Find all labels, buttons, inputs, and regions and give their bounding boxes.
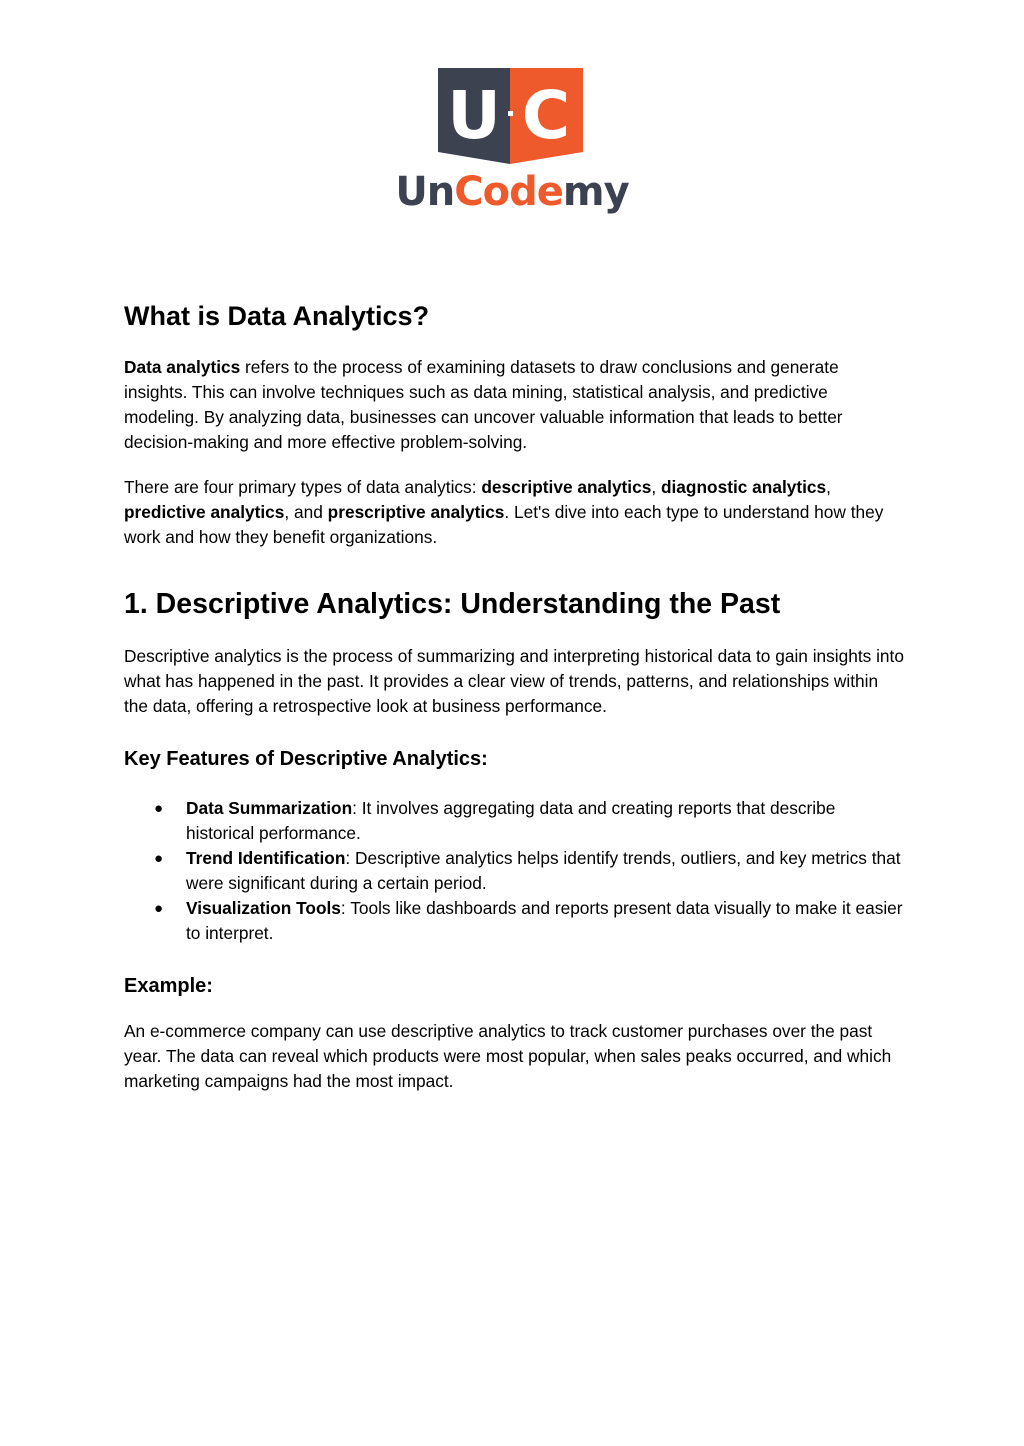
- uncodemy-logo-mark: [438, 68, 583, 164]
- feature-text: : It involves aggregating data and creating reports that describe historical performance.: [186, 798, 836, 843]
- logo-divider-dot: [508, 111, 513, 116]
- intro-p2-sep1: ,: [651, 477, 661, 497]
- logo-letter-u: U: [447, 77, 501, 154]
- key-features-list: [124, 796, 904, 946]
- type-descriptive: descriptive analytics: [481, 477, 652, 497]
- feature-term: Data Summarization: [186, 798, 353, 818]
- intro-paragraph-1: [124, 355, 904, 455]
- list-item: [124, 896, 904, 946]
- intro-p1-bold: Data analytics: [124, 357, 241, 377]
- wordmark-code: Code: [454, 169, 563, 215]
- wordmark-un: Un: [395, 169, 455, 215]
- uncodemy-logo: [0, 64, 1024, 224]
- descriptive-paragraph: Descriptive analytics is the process of summarizing and interpreting historical data to gain insights into what has happened in the past. It provides a clear view of trends, patterns, and relationships within the data, offering a retrospective look at business performance.: [124, 646, 904, 716]
- type-predictive: predictive analytics: [124, 502, 285, 522]
- bullet-icon: ●: [154, 900, 164, 917]
- list-item: [124, 846, 904, 896]
- document-body: [124, 296, 904, 1094]
- intro-paragraph-2: [124, 475, 904, 550]
- feature-term: Visualization Tools: [186, 898, 341, 918]
- intro-p1-text: refers to the process of examining datasets to draw conclusions and generate insights. This can involve techniques such as data mining, statistical analysis, and predictive modeling. By analyzing data, businesses can uncover valuable information that leads to better decision-making and more effective problem-solving.: [124, 357, 843, 452]
- feature-text: : Descriptive analytics helps identify trends, outliers, and key metrics that were significant during a certain period.: [186, 848, 901, 893]
- intro-p2-post: . Let's dive into each type to understand how they work and how they benefit organizations.: [124, 502, 884, 547]
- type-diagnostic: diagnostic analytics: [660, 477, 827, 497]
- logo-letter-c: C: [521, 77, 571, 154]
- intro-heading: What is Data Analytics?: [124, 301, 430, 331]
- intro-p2-sep3: , and: [284, 502, 328, 522]
- type-prescriptive: prescriptive analytics: [327, 502, 505, 522]
- intro-p2-sep2: ,: [826, 477, 831, 497]
- intro-p2-pre: There are four primary types of data analytics:: [124, 477, 482, 497]
- example-heading: Example:: [124, 975, 213, 997]
- uncodemy-wordmark: [0, 168, 1024, 216]
- descriptive-heading: 1. Descriptive Analytics: Understanding the Past: [124, 588, 781, 620]
- feature-term: Trend Identification: [186, 848, 346, 868]
- feature-text: : Tools like dashboards and reports present data visually to make it easier to interpret.: [186, 898, 903, 943]
- example-paragraph: An e-commerce company can use descriptive analytics to track customer purchases over the past year. The data can reveal which products were most popular, when sales peaks occurred, and which marketing campaigns had the most impact.: [124, 1021, 892, 1091]
- list-item: [124, 796, 904, 846]
- key-features-heading: Key Features of Descriptive Analytics:: [124, 748, 488, 770]
- wordmark-my: my: [562, 169, 629, 215]
- bullet-icon: ●: [154, 850, 164, 867]
- bullet-icon: ●: [154, 800, 164, 817]
